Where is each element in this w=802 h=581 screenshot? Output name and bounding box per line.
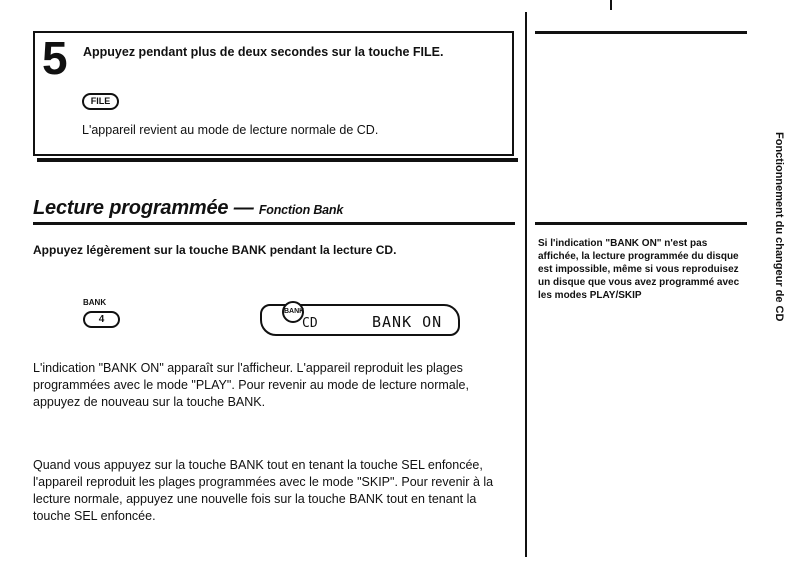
step-box (33, 31, 514, 156)
lcd-text: BANK ON (372, 313, 443, 331)
paragraph-bank-skip: Quand vous appuyez sur la touche BANK tout en tenant la touche SEL enfoncée, l'appareil reproduit les plages programmées avec le mode "SKIP". Pour revenir à la lecture normale, appuyez une nouvelle fois sur la touche BANK tout en tenant la touche SEL enfoncée. (33, 458, 494, 523)
side-note: Si l'indication "BANK ON" n'est pas affichée, la lecture programmée du disque est impossible, même si vous reproduisez un disque que vous avez programmé avec les modes PLAY/SKIP (538, 238, 740, 301)
step-number: 5 (42, 32, 68, 84)
scan-mark (610, 0, 612, 10)
file-key-icon: FILE (82, 93, 119, 110)
bank-key-label: BANK (83, 298, 107, 307)
column-divider (525, 12, 527, 557)
paragraph-bank-on: L'indication "BANK ON" apparaît sur l'afficheur. L'appareil reproduit les plages programmées avec le mode "PLAY". Pour revenir au mode de lecture normale, appuyez de nouveau sur la touche BANK. (33, 361, 469, 409)
section-title (33, 197, 343, 220)
chapter-tab: Fonctionnement du changeur de CD (773, 132, 785, 322)
lcd-display (260, 304, 460, 336)
bank-key-icon: 4 (83, 311, 120, 328)
side-rule-bottom (535, 222, 747, 225)
bank-instruction: Appuyez légèrement sur la touche BANK pendant la lecture CD. (33, 243, 397, 257)
lcd-cd-label: CD (302, 316, 318, 331)
side-rule-top (535, 31, 747, 34)
section-rule (33, 222, 515, 225)
step-result: L'appareil revient au mode de lecture normale de CD. (82, 123, 379, 137)
step-instruction: Appuyez pendant plus de deux secondes sur la touche FILE. (83, 45, 444, 59)
section-subtitle: Fonction Bank (258, 203, 344, 217)
lcd-bank-indicator: BANK (282, 301, 304, 323)
section-title-separator: — (228, 197, 259, 219)
section-title-main: Lecture programmée (33, 197, 229, 219)
